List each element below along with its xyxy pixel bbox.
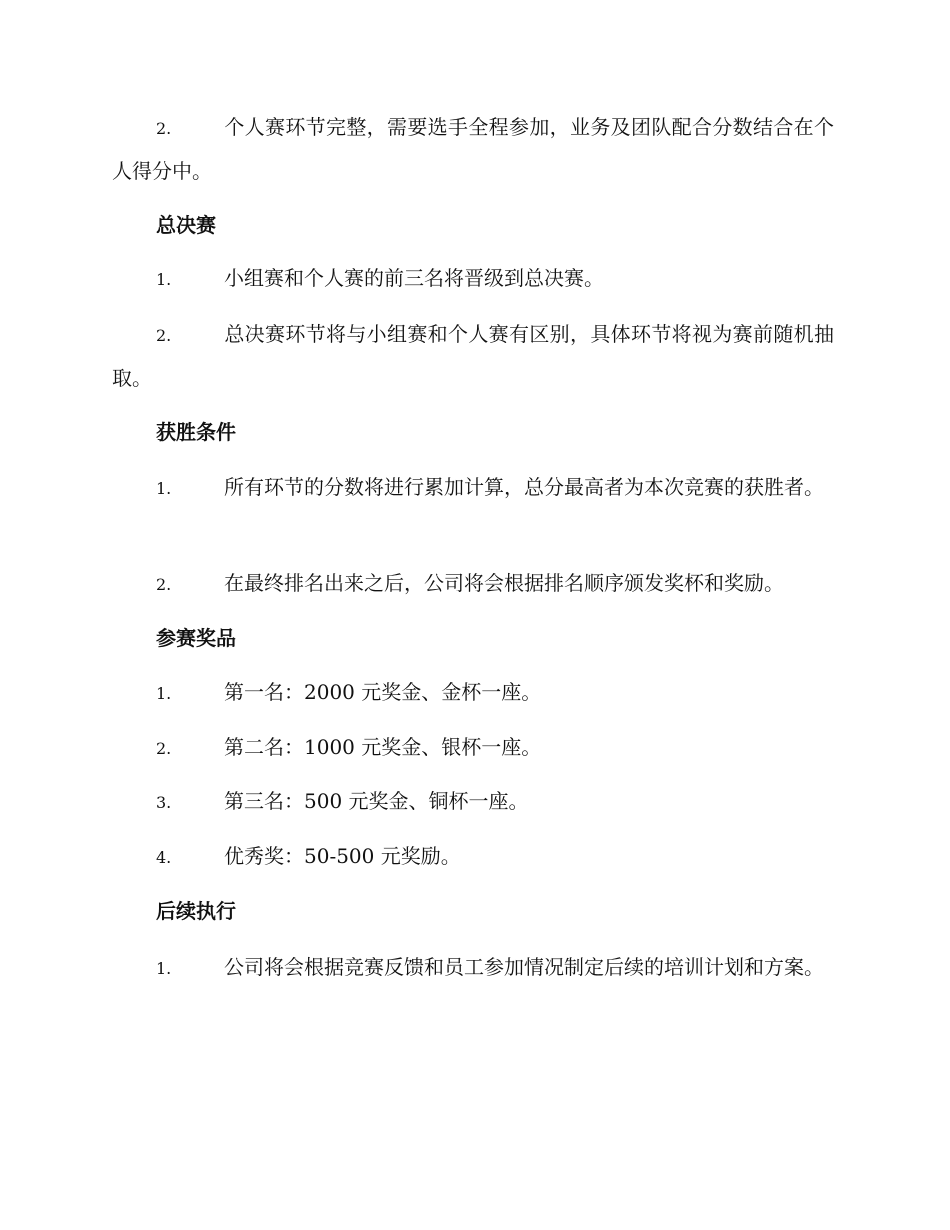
list-item — [112, 106, 834, 192]
list-item — [112, 562, 834, 606]
list-item — [112, 257, 834, 301]
list-number: 2. — [156, 119, 172, 138]
list-text: 公司将会根据竞赛反馈和员工参加情况制定后续的培训计划和方案。 — [224, 955, 824, 979]
list-number: 2. — [156, 739, 172, 758]
list-item — [112, 780, 834, 824]
list-item — [112, 835, 834, 879]
section-heading-final: 总决赛 — [156, 213, 216, 237]
list-text: 优秀奖：50-500 元奖励。 — [224, 844, 461, 868]
list-text: 第三名：500 元奖金、铜杯一座。 — [224, 789, 529, 813]
section-heading-win-conditions: 获胜条件 — [156, 420, 236, 444]
list-text: 第二名：1000 元奖金、银杯一座。 — [224, 735, 542, 759]
list-number: 2. — [156, 575, 172, 594]
list-item — [112, 671, 834, 715]
list-text: 小组赛和个人赛的前三名将晋级到总决赛。 — [224, 266, 604, 290]
section-heading-follow-up: 后续执行 — [156, 899, 236, 923]
list-number: 4. — [156, 848, 172, 867]
list-number: 1. — [156, 959, 172, 978]
list-text: 在最终排名出来之后，公司将会根据排名顺序颁发奖杯和奖励。 — [224, 571, 784, 595]
list-number: 3. — [156, 793, 172, 812]
list-number: 1. — [156, 270, 172, 289]
list-item — [112, 726, 834, 770]
list-text: 所有环节的分数将进行累加计算，总分最高者为本次竞赛的获胜者。 — [224, 475, 824, 499]
list-text: 第一名：2000 元奖金、金杯一座。 — [224, 680, 542, 704]
list-text: 总决赛环节将与小组赛和个人赛有区别，具体环节将视为赛前随机抽取。 — [112, 322, 834, 390]
section-heading-prizes: 参赛奖品 — [156, 626, 236, 650]
list-number: 1. — [156, 684, 172, 703]
list-item — [112, 946, 834, 990]
list-number: 1. — [156, 479, 172, 498]
list-item — [112, 466, 834, 510]
list-number: 2. — [156, 326, 172, 345]
list-item — [112, 313, 834, 399]
list-text: 个人赛环节完整，需要选手全程参加，业务及团队配合分数结合在个人得分中。 — [112, 115, 834, 183]
